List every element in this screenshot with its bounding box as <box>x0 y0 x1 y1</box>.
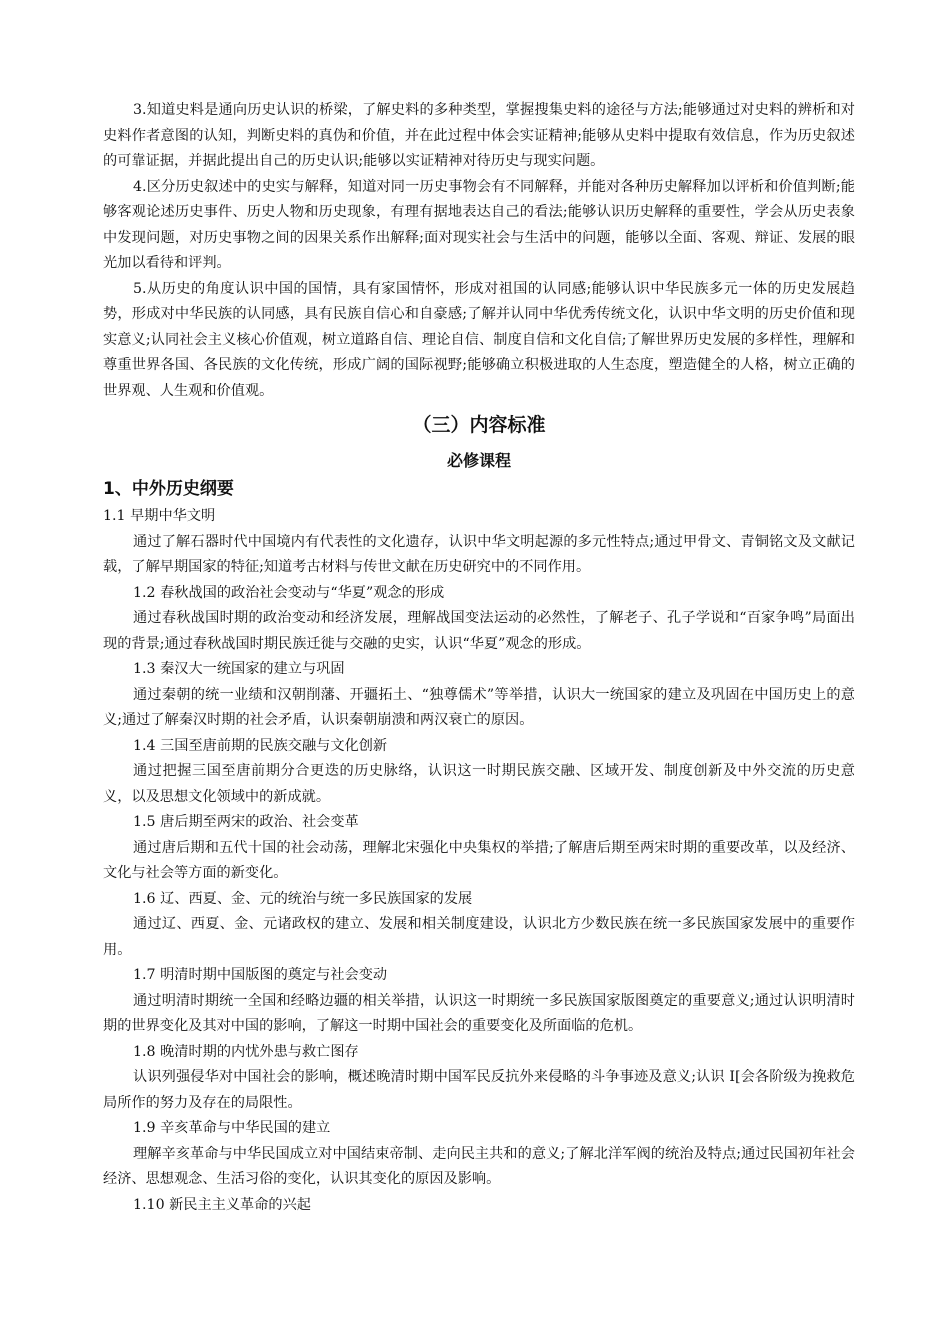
topic-text-1-7: 通过明清时期统一全国和经略边疆的相关举措，认识这一时期统一多民族国家版图奠定的重要意义;通过认识明清时期的世界变化及其对中国的影响，了解这一时期中国社会的重要变化及所面临的危机。 <box>103 992 855 1034</box>
topic-heading-1-2: 1.2 春秋战国的政治社会变动与“华夏”观念的形成 <box>133 584 445 601</box>
topic-heading-1-5: 1.5 唐后期至两宋的政治、社会变革 <box>133 814 359 830</box>
topic-heading-1-4: 1.4 三国至唐前期的民族交融与文化创新 <box>133 737 388 754</box>
topic-heading-1-8: 1.8 晚清时期的内忧外患与救亡图存 <box>133 1043 359 1060</box>
topic-text-1-6: 通过辽、西夏、金、元诸政权的建立、发展和相关制度建设，认识北方少数民族在统一多民族国家发展中的重要作用。 <box>103 916 855 958</box>
topic-heading-1-3: 1.3 秦汉大一统国家的建立与巩固 <box>133 661 345 677</box>
paragraph-4: 4.区分历史叙述中的史实与解释，知道对同一历史事物会有不同解释，并能对各种历史解释加以评析和价值判断;能够客观论述历史事件、历史人物和历史现象，有理有据地表达自己的看法;能够认识历史解释的重要性，学会从历史表象中发现问题，对历史事物之间的因果关系作出解释;面对现实社会与生活中的问题，能够以全面、客观、辩证、发展的眼光加以看待和评判。 <box>103 178 855 271</box>
page-content <box>103 98 855 1218</box>
topic-text-1-3: 通过秦朝的统一业绩和汉朝削藩、开疆拓土、“独尊儒术”等举措，认识大一统国家的建立及巩固在中国历史上的意义;通过了解秦汉时期的社会矛盾，认识秦朝崩溃和两汉衰亡的原因。 <box>103 686 855 728</box>
paragraph-3: 3.知道史料是通向历史认识的桥梁，了解史料的多种类型，掌握搜集史料的途径与方法;能够通过对史料的辨析和对史料作者意图的认知，判断史料的真伪和价值，并在此过程中体会实证精神;能够从史料中提取有效信息，作为历史叙述的可靠证据，并据此提出自己的历史认识;能够以实证精神对待历史与现实问题。 <box>103 102 855 169</box>
section-title: （三）内容标准 <box>412 414 546 436</box>
topic-text-1-4: 通过把握三国至唐前期分合更迭的历史脉络，认识这一时期民族交融、区域开发、制度创新及中外交流的历史意义，以及思想文化领域中的新成就。 <box>103 763 855 805</box>
topic-heading-1-9: 1.9 辛亥革命与中华民国的建立 <box>133 1120 331 1136</box>
topic-heading-1-7: 1.7 明清时期中国版图的奠定与社会变动 <box>133 967 388 983</box>
topic-text-1-8: 认识列强侵华对中国社会的影响，概述晚清时期中国军民反抗外来侵略的斗争事迹及意义;认识 I[会各阶级为挽救危局所作的努力及存在的局限性。 <box>103 1069 855 1111</box>
topic-text-1-9: 理解辛亥革命与中华民国成立对中国结束帝制、走向民主共和的意义;了解北洋军阀的统治及特点;通过民国初年社会经济、思想观念、生活习俗的变化，认识其变化的原因及影响。 <box>103 1145 855 1187</box>
module-title: 1、中外历史纲要 <box>103 479 234 499</box>
topic-text-1-5: 通过唐后期和五代十国的社会动荡，理解北宋强化中央集权的举措;了解唐后期至两宋时期的重要改革，以及经济、文化与社会等方面的新变化。 <box>103 839 855 881</box>
course-title: 必修课程 <box>446 451 511 470</box>
topic-heading-1-1: 1.1 早期中华文明 <box>103 508 216 524</box>
topic-text-1-1: 通过了解石器时代中国境内有代表性的文化遗存，认识中华文明起源的多元性特点;通过甲骨文、青铜铭文及文献记载，了解早期国家的特征;知道考古材料与传世文献在历史研究中的不同作用。 <box>103 533 855 575</box>
topic-text-1-2: 通过春秋战国时期的政治变动和经济发展，理解战国变法运动的必然性，了解老子、孔子学说和“百家争鸣”局面出现的背景;通过春秋战国时期民族迁徙与交融的史实，认识“华夏”观念的形成。 <box>103 610 855 652</box>
topic-heading-1-10: 1.10 新民主主义革命的兴起 <box>133 1196 311 1213</box>
paragraph-5: 5.从历史的角度认识中国的国情，具有家国情怀，形成对祖国的认同感;能够认识中华民族多元一体的历史发展趋势，形成对中华民族的认同感，具有民族自信心和自豪感;了解并认同中华优秀传统文化，认识中华文明的历史价值和现实意义;认同社会主义核心价值观，树立道路自信、理论自信、制度自信和文化自信;了解世界历史发展的多样性，理解和尊重世界各国、各民族的文化传统，形成广阔的国际视野;能够确立积极进取的人生态度，塑造健全的人格，树立正确的世界观、人生观和价值观。 <box>103 280 855 399</box>
topic-heading-1-6: 1.6 辽、西夏、金、元的统治与统一多民族国家的发展 <box>133 890 473 907</box>
